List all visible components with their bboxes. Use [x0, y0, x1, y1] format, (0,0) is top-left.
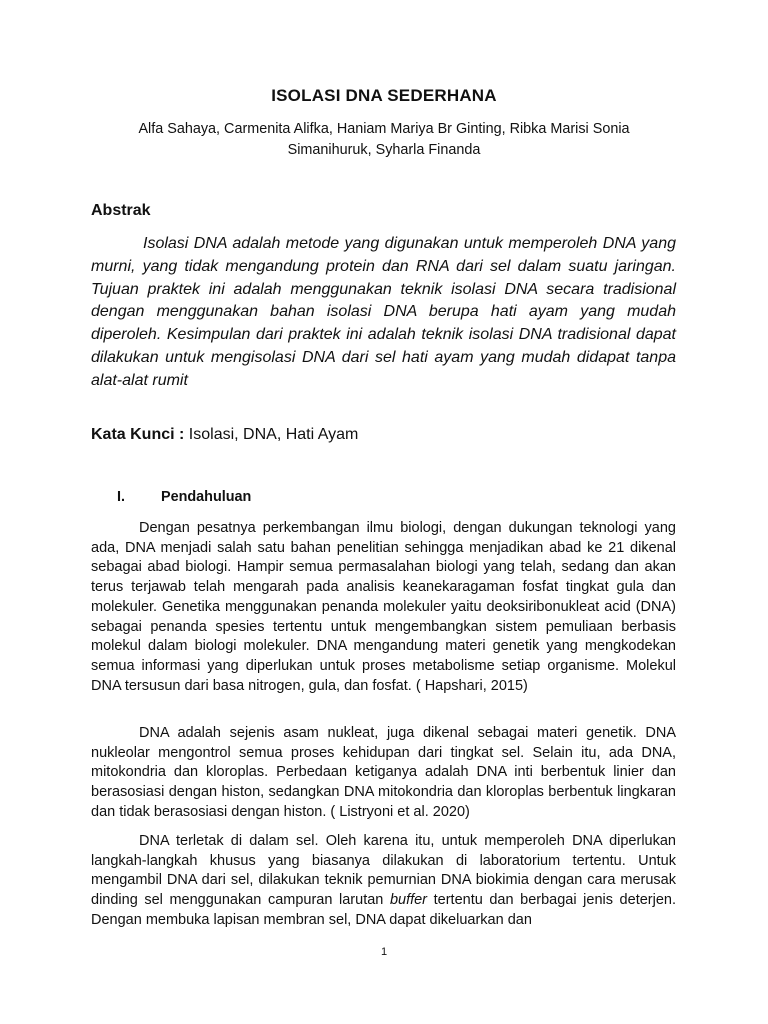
page-number: 1: [380, 946, 388, 958]
keywords-line: [91, 426, 358, 444]
body-paragraph-2: DNA adalah sejenis asam nukleat, juga dikenal sebagai materi genetik. DNA nukleolar mengontrol semua proses kehidupan dari tingkat sel. Selain itu, ada DNA, mitokondria dan kloroplas. Perbedaan ketiganya adalah DNA inti berbentuk linier dan berasosiasi dengan histon, sedangkan DNA mitokondria dan kloroplas berbentuk lingkaran dan tidak berasosiasi dengan histon. ( Listryoni et al. 2020): [91, 725, 676, 820]
paragraph-3-italic-term: buffer: [389, 892, 428, 909]
body-paragraph-3: [91, 832, 676, 931]
document-title: ISOLASI DNA SEDERHANA: [271, 86, 497, 105]
body-paragraph-1: Dengan pesatnya perkembangan ilmu biologi, dengan dukungan teknologi yang ada, DNA menjadi salah satu bahan penelitian sehingga menjadikan abad ke 21 dikenal sebagai abad biologi. Hampir semua permasalahan biologi yang telah, sedang dan akan terus terjawab telah mengarah pada analisis keanekaragaman fosfat tingkat gula dan molekuler. Genetika menggunakan penanda molekuler yaitu deoksiribonukleat acid (DNA) sebagai penanda spesies tertentu untuk mengembangkan sistem pemuliaan berbasis molekul dalam biologi molekuler. DNA mengandung materi genetik yang mengkodekan semua informasi yang diperlukan untuk proses metabolisme setiap organisme. Molekul DNA tersusun dari basa nitrogen, gula, dan fosfat. ( Hapshari, 2015): [91, 520, 676, 694]
keywords-label: Kata Kunci :: [91, 426, 185, 443]
keywords-value: Isolasi, DNA, Hati Ayam: [188, 426, 359, 443]
abstract-text: Isolasi DNA adalah metode yang digunakan untuk memperoleh DNA yang murni, yang tidak mengandung protein dan RNA dari sel dalam suatu jaringan. Tujuan praktek ini adalah menggunakan teknik isolasi DNA secara tradisional dengan menggunakan bahan isolasi DNA berupa hati ayam yang mudah diperoleh. Kesimpulan dari praktek ini adalah teknik isolasi DNA tradisional dapat dilakukan untuk mengisolasi DNA dari sel hati ayam yang mudah didapat tanpa alat-alat rumit: [91, 235, 676, 389]
section-number: I.: [117, 489, 125, 505]
section-title: Pendahuluan: [161, 489, 252, 505]
paragraph-3-text-end: tertentu dan berbagai jenis deterjen. Dengan membuka lapisan membran sel, DNA dapat dikeluarkan dan: [91, 892, 676, 928]
abstract-heading: Abstrak: [91, 202, 151, 219]
paragraph-3-text-start: DNA terletak di dalam sel. Oleh karena itu, untuk memperoleh DNA diperlukan langkah-langkah khusus yang biasanya dilakukan di laboratorium tertentu. Untuk mengambil DNA dari sel, dilakukan teknik pemurnian DNA biokimia dengan cara merusak dinding sel menggunakan campuran larutan: [91, 833, 676, 909]
author-list: Alfa Sahaya, Carmenita Alifka, Haniam Mariya Br Ginting, Ribka Marisi Sonia Simanihuruk, Syharla Finanda: [138, 121, 630, 158]
section-heading: [117, 489, 251, 505]
